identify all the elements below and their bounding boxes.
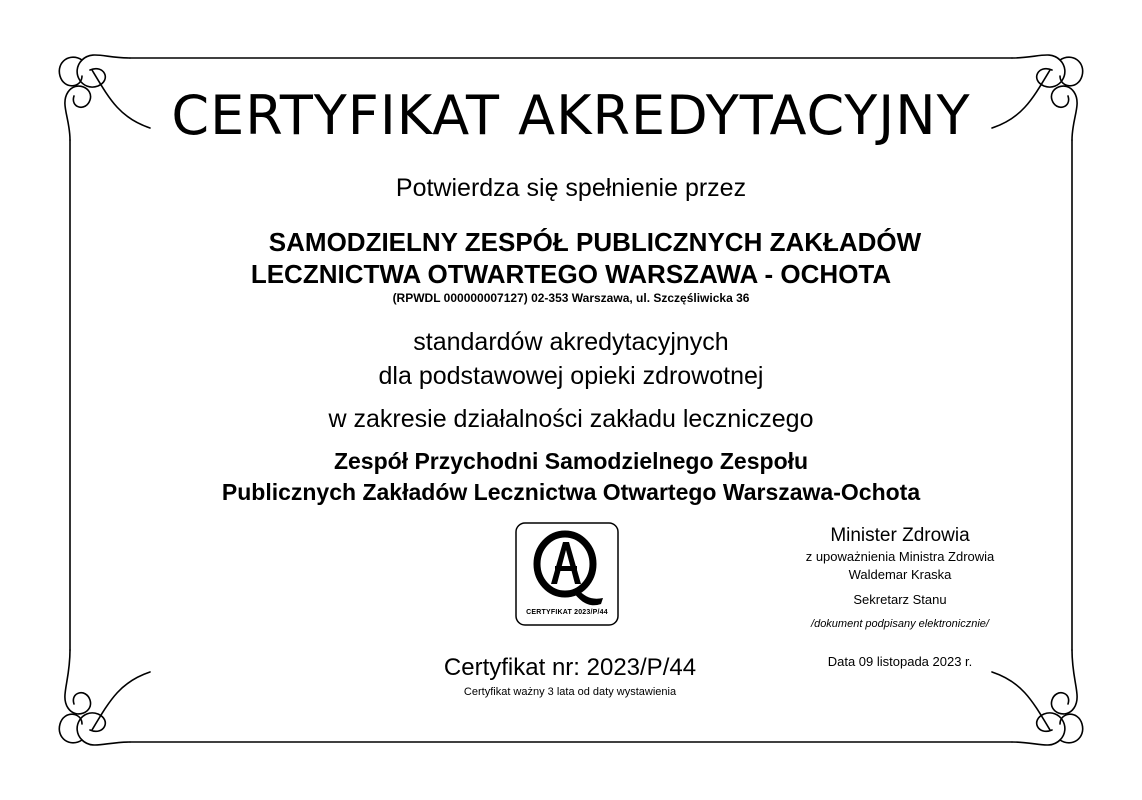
signatory-minister: Minister Zdrowia (830, 525, 970, 546)
quality-logo (515, 522, 619, 626)
certificate-title: CERTYFIKAT AKREDYTACYJNY (171, 84, 971, 147)
corner-ornament-bottom-left (59, 650, 150, 745)
signatory-authorization: z upoważnienia Ministra Zdrowia (805, 549, 995, 564)
signatory-name: Waldemar Kraska (848, 567, 952, 582)
entity-name-line-1: SAMODZIELNY ZESPÓŁ PUBLICZNYCH ZAKŁADÓW (268, 227, 922, 257)
entity-details: (RPWDL 000000007127) 02-353 Warszawa, ul. Szczęśliwicka 36 (392, 291, 750, 305)
signatory-role: Sekretarz Stanu (853, 592, 947, 607)
standards-line-2: dla podstawowej opieki zdrowotnej (378, 362, 764, 390)
signature-note: /dokument podpisany elektronicznie/ (811, 618, 989, 630)
certificate-intro: Potwierdza się spełnienie przez (395, 174, 747, 202)
standards-line-1: standardów akredytacyjnych (413, 328, 729, 356)
facility-name-line-2: Publicznych Zakładów Lecznictwa Otwartego Warszawa-Ochota (221, 479, 921, 505)
certificate-validity: Certyfikat ważny 3 lata od daty wystawienia (463, 686, 677, 698)
scope-text: w zakresie działalności zakładu leczniczego (328, 405, 814, 433)
logo-caption: CERTYFIKAT 2023/P/44 (526, 609, 608, 616)
issue-date: Data 09 listopada 2023 r. (827, 654, 973, 669)
certificate-number: Certyfikat nr: 2023/P/44 (443, 654, 697, 681)
facility-name-line-1: Zespół Przychodni Samodzielnego Zespołu (333, 448, 809, 474)
entity-name-line-2: LECZNICTWA OTWARTEGO WARSZAWA - OCHOTA (250, 259, 892, 289)
